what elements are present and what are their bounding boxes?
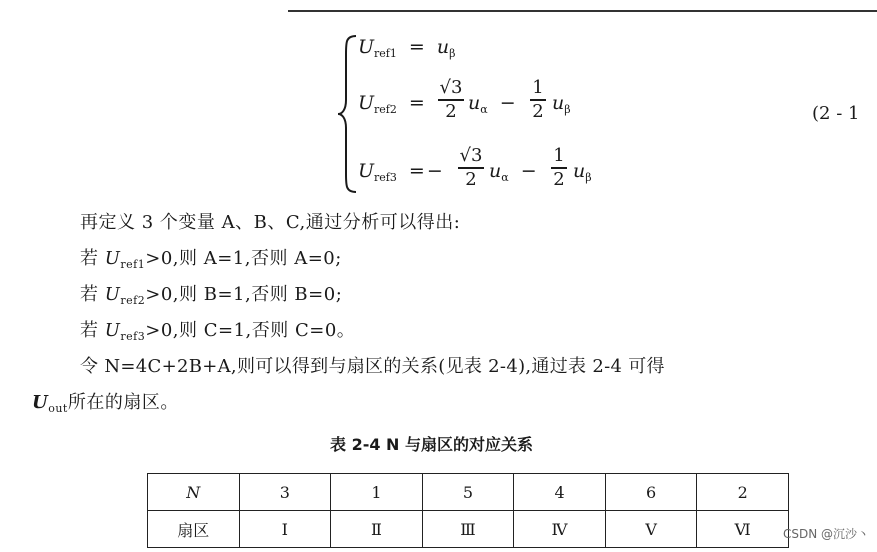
cond3-var: U — [104, 320, 121, 341]
eq1-equals: = — [408, 36, 425, 58]
eq2-minus: − — [499, 92, 516, 114]
eq2-frac2-den: 2 — [532, 100, 544, 122]
eq2-equals: = — [408, 92, 425, 114]
equation-row-1 — [358, 36, 455, 60]
eq3-frac1-den: 2 — [465, 168, 477, 190]
out-var: U — [32, 392, 49, 413]
table-row — [148, 511, 789, 548]
header-rule — [288, 10, 877, 12]
table-cell: 4 — [514, 474, 606, 511]
table-cell: Ⅴ — [605, 511, 697, 548]
eq2-lhs-sub: ref2 — [374, 103, 397, 116]
eq2-var1: u — [468, 92, 481, 114]
cond3-post: >0,则 C=1,否则 C=0。 — [145, 320, 356, 341]
eq1-lhs-var: U — [358, 36, 375, 58]
table-cell: 2 — [697, 474, 789, 511]
cond2-pre: 若 — [80, 284, 105, 305]
eq3-lhs-sub: ref3 — [374, 171, 397, 184]
table-cell: 5 — [422, 474, 514, 511]
table-cell: Ⅵ — [697, 511, 789, 548]
eq3-var2-sub: β — [585, 171, 592, 184]
table-cell: Ⅳ — [514, 511, 606, 548]
equation-row-3-mid — [489, 160, 543, 184]
equation-row-2-lhs — [358, 92, 431, 116]
define-line: 再定义 3 个变量 A、B、C,通过分析可以得出: — [80, 212, 461, 233]
eq1-lhs-sub: ref1 — [374, 47, 397, 60]
condition-line-3 — [80, 316, 355, 343]
eq3-frac2 — [551, 146, 567, 190]
condition-line-1 — [80, 244, 342, 271]
equation-row-3-end — [573, 160, 592, 184]
eq2-var2-sub: β — [564, 103, 571, 116]
out-post: 所在的扇区。 — [67, 392, 179, 413]
left-brace — [336, 34, 358, 194]
eq2-frac2-num: 1 — [532, 77, 544, 98]
table-cell: Ⅲ — [422, 511, 514, 548]
eq3-var1: u — [489, 160, 502, 182]
watermark: CSDN @沉沙丶 — [782, 527, 869, 541]
table-cell: 1 — [331, 474, 423, 511]
cond2-sub: ref2 — [120, 294, 146, 307]
cond1-sub: ref1 — [120, 258, 146, 271]
eq3-frac1 — [458, 146, 484, 190]
eq2-frac1-num: √3 — [439, 77, 463, 98]
table-cell: 6 — [605, 474, 697, 511]
eq2-var1-sub: α — [480, 103, 488, 116]
eq2-frac1 — [438, 78, 464, 122]
output-line — [32, 388, 179, 415]
eq3-lhs-var: U — [358, 160, 375, 182]
cond1-pre: 若 — [80, 248, 105, 269]
condition-line-2 — [80, 280, 342, 307]
table-row-header: 扇区 — [148, 511, 240, 548]
out-sub: out — [48, 402, 68, 415]
eq3-frac1-num: √3 — [459, 145, 483, 166]
table-caption: 表 2-4 N 与扇区的对应关系 — [330, 435, 534, 454]
cond3-sub: ref3 — [120, 330, 146, 343]
table-cell: Ⅱ — [331, 511, 423, 548]
table-row-header: N — [148, 474, 240, 511]
cond3-pre: 若 — [80, 320, 105, 341]
table-cell: 3 — [239, 474, 331, 511]
eq3-sign: − — [426, 160, 443, 182]
eq1-rhs: u — [436, 36, 450, 58]
equation-number: (2 - 1 — [812, 103, 860, 124]
eq3-equals: = — [408, 160, 425, 182]
eq3-minus: − — [520, 160, 537, 182]
cond2-post: >0,则 B=1,否则 B=0; — [145, 284, 343, 305]
eq2-frac1-den: 2 — [445, 100, 457, 122]
eq2-var2: u — [552, 92, 565, 114]
table-row — [148, 474, 789, 511]
let-line: 令 N=4C+2B+A,则可以得到与扇区的关系(见表 2-4),通过表 2-4 可得 — [80, 356, 665, 377]
eq3-var1-sub: α — [501, 171, 509, 184]
cond2-var: U — [104, 284, 121, 305]
eq3-frac2-num: 1 — [553, 145, 565, 166]
eq1-rhs-sub: β — [449, 47, 456, 60]
equation-row-2-end — [552, 92, 571, 116]
eq2-lhs-var: U — [358, 92, 375, 114]
equation-row-3-lhs — [358, 160, 449, 184]
table-cell: Ⅰ — [239, 511, 331, 548]
eq3-frac2-den: 2 — [553, 168, 565, 190]
cond1-var: U — [104, 248, 121, 269]
equation-row-2-mid — [468, 92, 522, 116]
sector-table — [147, 473, 789, 548]
cond1-post: >0,则 A=1,否则 A=0; — [145, 248, 342, 269]
eq3-var2: u — [573, 160, 586, 182]
eq2-frac2 — [530, 78, 546, 122]
